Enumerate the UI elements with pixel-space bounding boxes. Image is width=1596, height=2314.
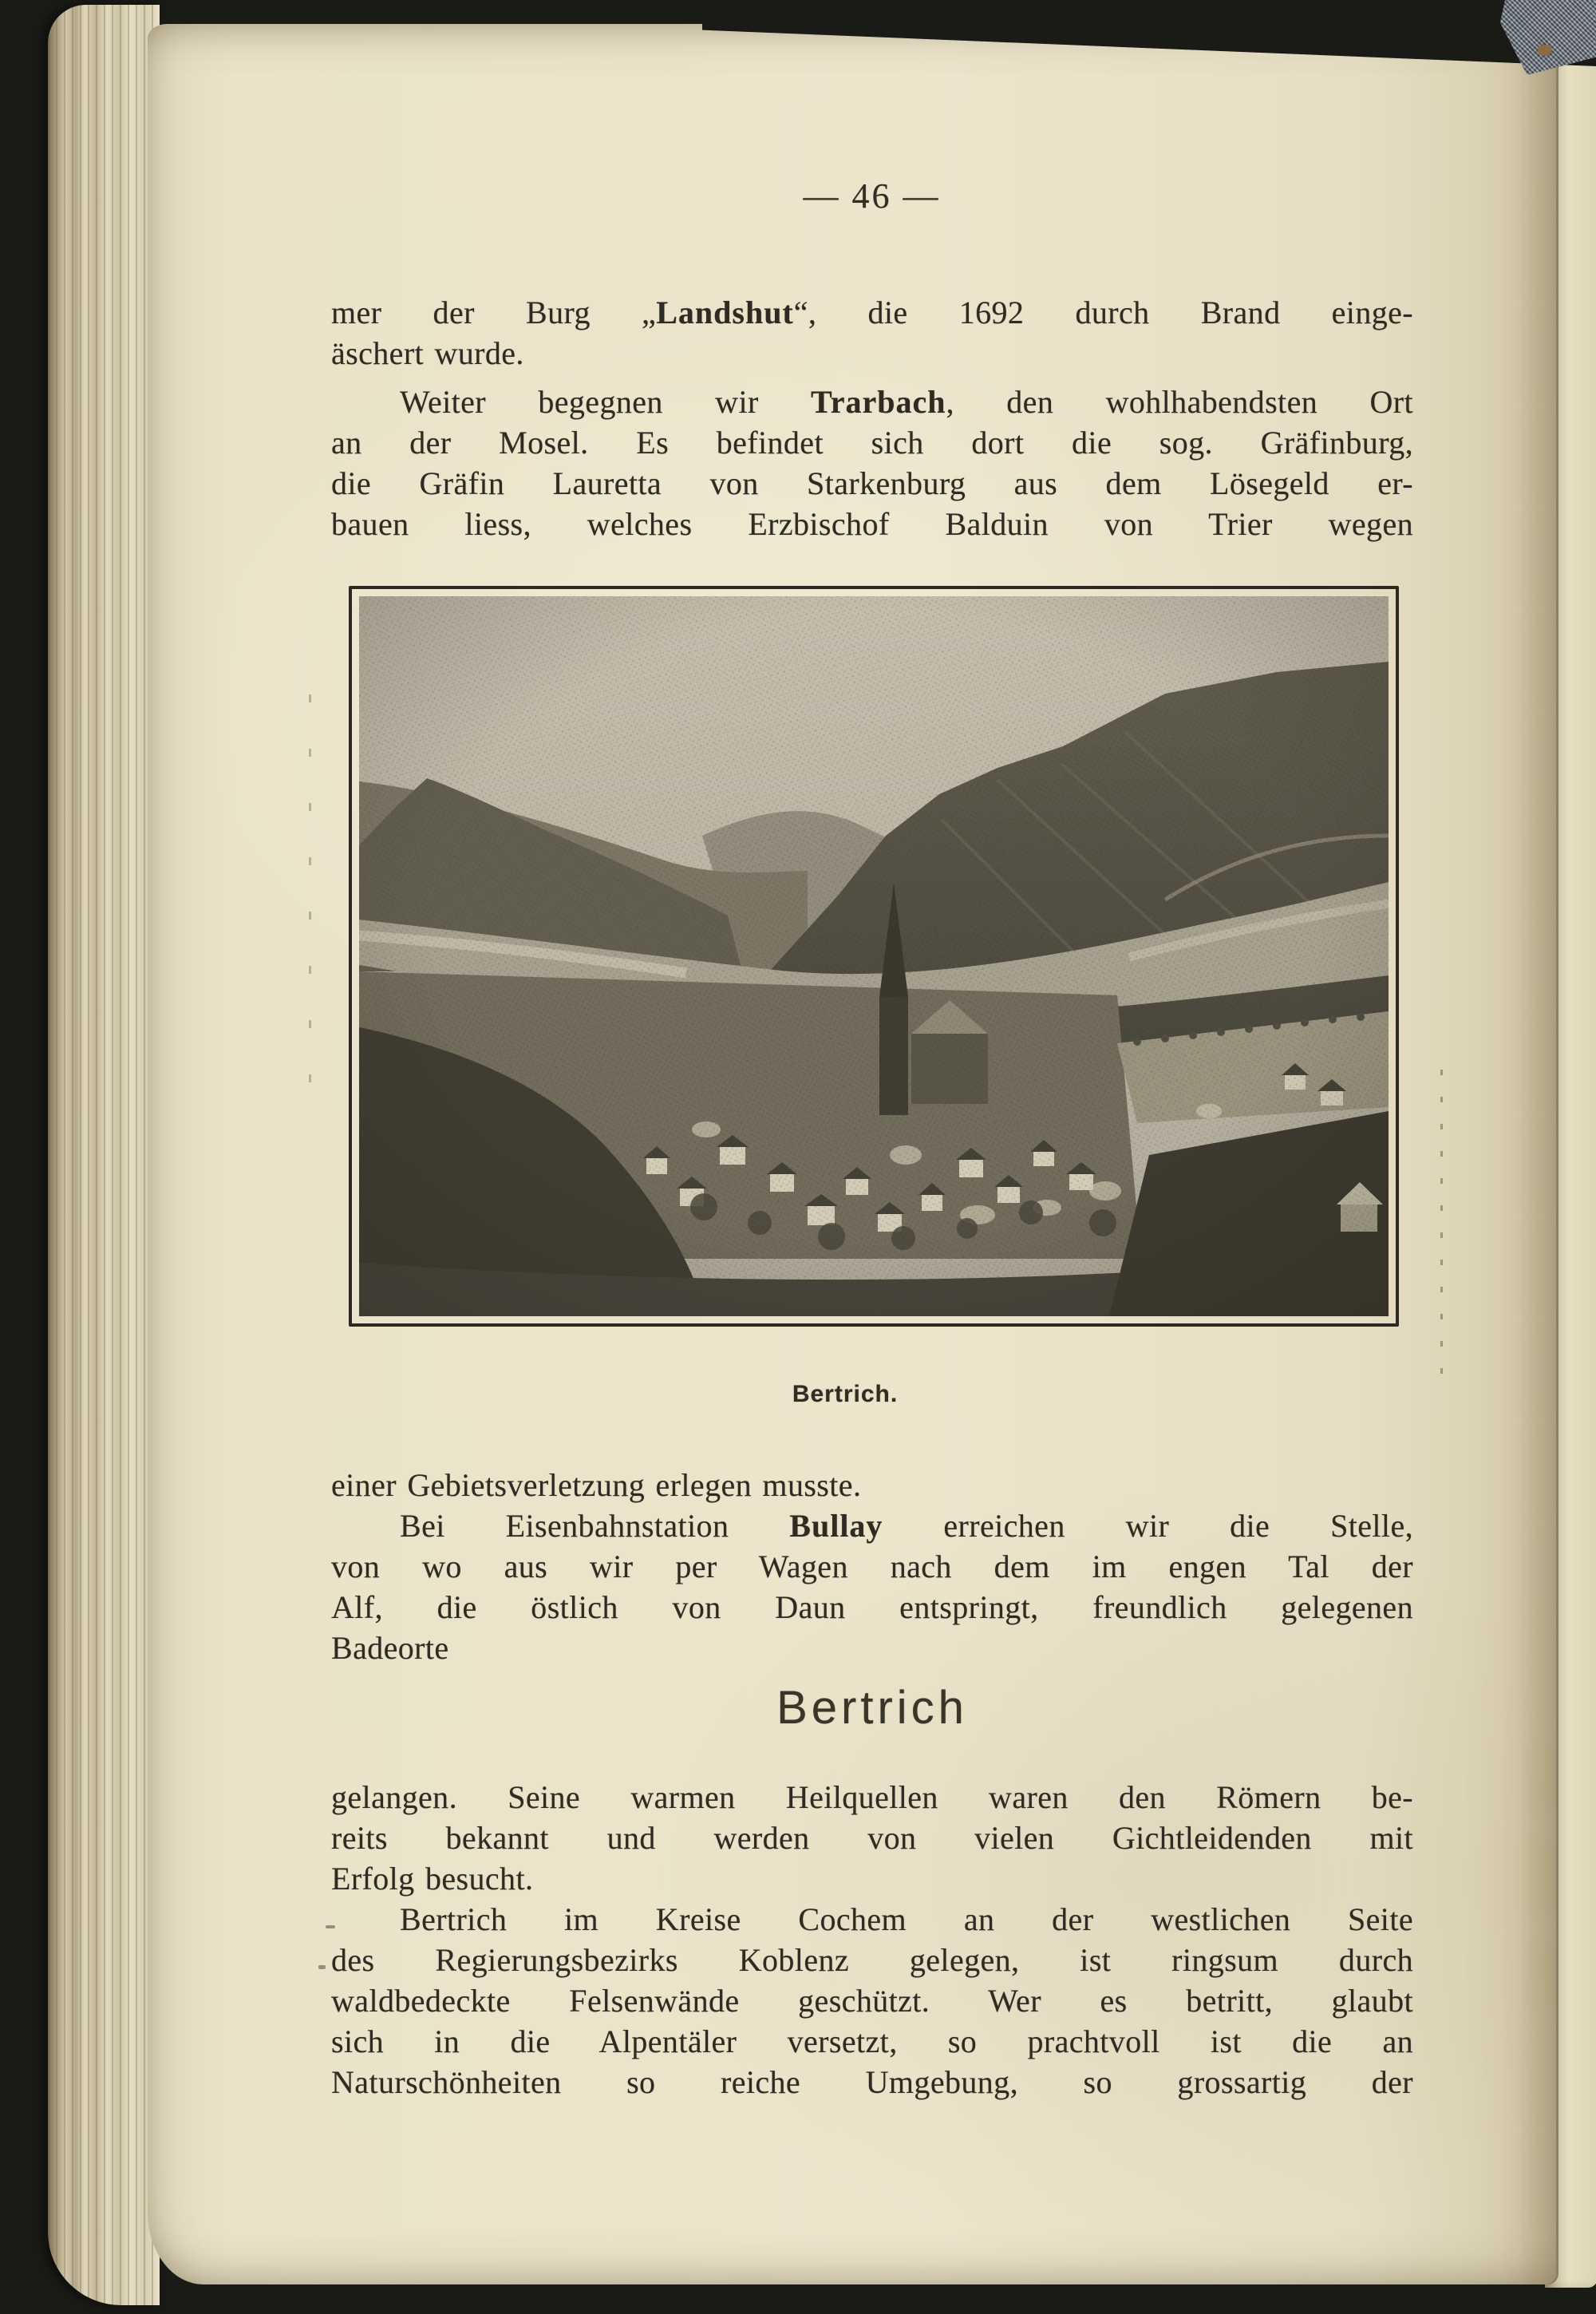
- text-segment: Bei Eisenbahnstation: [400, 1508, 790, 1544]
- text-line: [331, 1818, 1413, 1858]
- text-segment: Bertrich im Kreise Cochem an der westlichen Seite: [400, 1901, 1413, 1937]
- text-segment: an der Mosel. Es befindet sich dort die sog. Gräfinburg,: [331, 425, 1413, 461]
- paragraph-4: [331, 1777, 1413, 1899]
- scan-artifact-mark: [326, 1925, 335, 1928]
- scan-artifact-tick-marks: [309, 694, 311, 1110]
- text-line: [331, 382, 1413, 422]
- text-segment: äschert wurde.: [331, 335, 524, 371]
- text-segment: , den wohlhabendsten Ort: [946, 384, 1413, 420]
- text-line: [331, 1980, 1413, 2021]
- text-segment: die Gräfin Lauretta von Starkenburg aus dem Lösegeld er-: [331, 465, 1413, 501]
- text-line: [331, 292, 1413, 333]
- text-line: [331, 463, 1413, 504]
- text-segment: erreichen wir die Stelle,: [883, 1508, 1413, 1544]
- bold-place-name: Landshut: [656, 295, 794, 330]
- text-line: [331, 1628, 1413, 1668]
- paragraph-3: [331, 1465, 1413, 1668]
- text-segment: von wo aus wir per Wagen nach dem im engen Tal der: [331, 1549, 1413, 1584]
- text-segment: sich in die Alpentäler versetzt, so prachtvoll ist die an: [331, 2023, 1413, 2059]
- book-page: [148, 24, 1556, 2284]
- scan-artifact-mark: [318, 1965, 326, 1969]
- page-number: — 46 —: [803, 176, 941, 216]
- paragraph-1: [331, 292, 1413, 374]
- text-line: [331, 1587, 1413, 1628]
- text-segment: “, die 1692 durch Brand einge-: [793, 295, 1413, 330]
- photo-frame: [349, 586, 1399, 1327]
- text-line: [331, 504, 1413, 544]
- scan-artifact-dotted-line: [1440, 1070, 1443, 1389]
- paragraph-2: [331, 382, 1413, 544]
- bold-place-name: Trarbach: [811, 384, 946, 420]
- cover-speck: [1538, 45, 1551, 56]
- text-line: [331, 1858, 1413, 1899]
- text-segment: Erfolg besucht.: [331, 1861, 534, 1897]
- text-segment: Naturschönheiten so reiche Umgebung, so grossartig der: [331, 2064, 1413, 2100]
- photo-caption: Bertrich.: [792, 1381, 899, 1407]
- paragraph-5: [331, 1899, 1413, 2102]
- text-line: [331, 422, 1413, 463]
- text-segment: mer der Burg „: [331, 295, 657, 330]
- text-line: [331, 333, 1413, 374]
- text-line: [331, 1940, 1413, 1980]
- text-segment: gelangen. Seine warmen Heilquellen waren den Römern be-: [331, 1779, 1413, 1815]
- text-segment: einer Gebietsverletzung erlegen musste.: [331, 1467, 862, 1503]
- text-line: [331, 1899, 1413, 1940]
- photo-illustration-bertrich-valley: [359, 596, 1389, 1316]
- text-segment: waldbedeckte Felsenwände geschützt. Wer es betritt, glaubt: [331, 1983, 1413, 2019]
- text-line: [331, 1465, 1413, 1505]
- section-heading: Bertrich: [776, 1682, 968, 1734]
- text-line: [331, 2021, 1413, 2062]
- text-line: [331, 2062, 1413, 2102]
- text-line: [331, 1505, 1413, 1546]
- text-line: [331, 1546, 1413, 1587]
- text-segment: Badeorte: [331, 1630, 449, 1666]
- text-segment: des Regierungsbezirks Koblenz gelegen, ist ringsum durch: [331, 1942, 1413, 1978]
- text-segment: bauen liess, welches Erzbischof Balduin von Trier wegen: [331, 506, 1413, 542]
- text-segment: Alf, die östlich von Daun entspringt, freundlich gelegenen: [331, 1589, 1413, 1625]
- page-stack-edges: [48, 5, 160, 2305]
- bold-place-name: Bullay: [789, 1508, 883, 1544]
- text-segment: Weiter begegnen wir: [400, 384, 812, 420]
- text-line: [331, 1777, 1413, 1818]
- text-segment: reits bekannt und werden von vielen Gichtleidenden mit: [331, 1820, 1413, 1856]
